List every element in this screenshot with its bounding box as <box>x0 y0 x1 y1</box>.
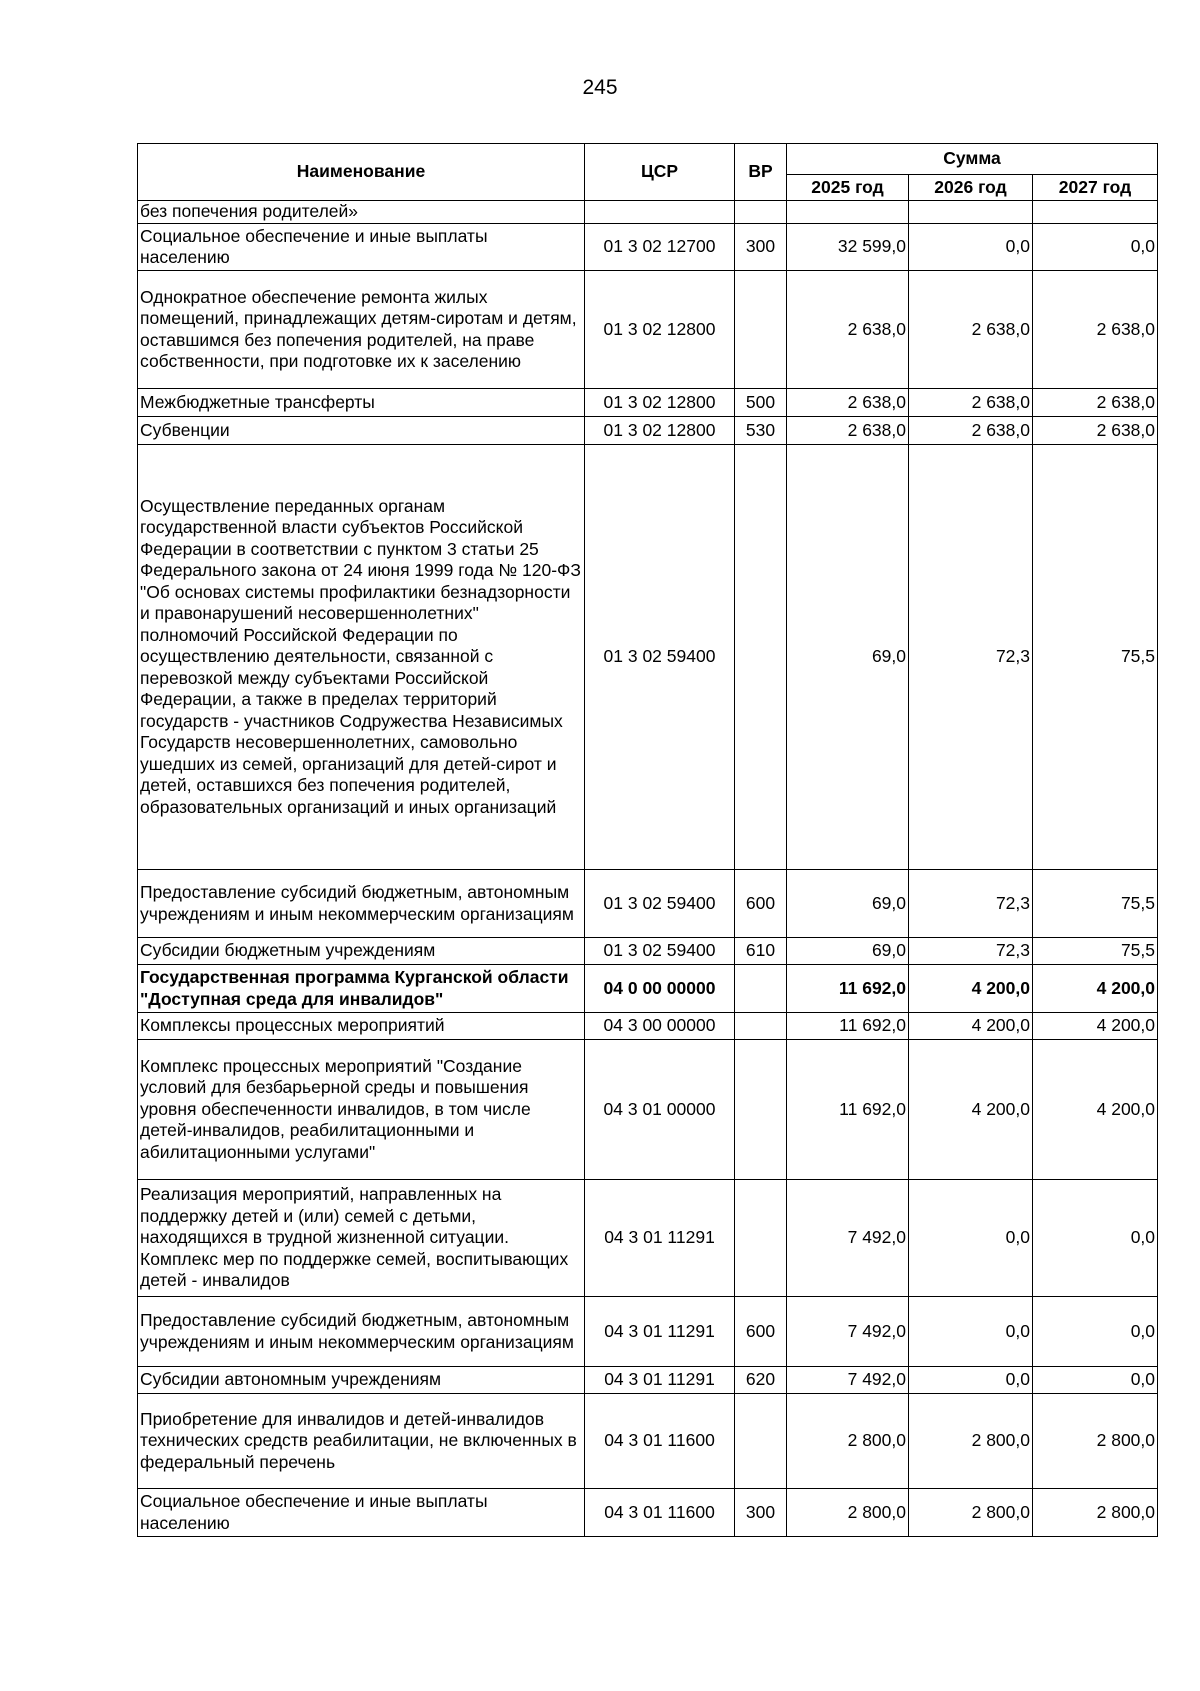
row-value-2025: 2 800,0 <box>787 1489 909 1537</box>
table-row <box>138 1394 1158 1489</box>
row-value-2025: 7 492,0 <box>787 1367 909 1394</box>
row-value-2026: 2 638,0 <box>909 417 1033 445</box>
row-name: Однократное обеспечение ремонта жилых помещений, принадлежащих детям-сиротам и детям, оставшимся без попечения родителей, на праве собственности, при подготовке их к заселению <box>138 271 585 389</box>
row-value-2027: 4 200,0 <box>1033 1040 1158 1180</box>
table-row <box>138 417 1158 445</box>
row-name: Реализация мероприятий, направленных на поддержку детей и (или) семей с детьми, находящихся в трудной жизненной ситуации. Комплекс мер по поддержке семей, воспитывающих детей - инвалидов <box>138 1180 585 1297</box>
table-row <box>138 271 1158 389</box>
row-csr: 04 3 01 11291 <box>585 1180 735 1297</box>
row-name: Межбюджетные трансферты <box>138 389 585 417</box>
row-vr: 300 <box>735 1489 787 1537</box>
row-value-2025: 2 800,0 <box>787 1394 909 1489</box>
table-row <box>138 201 1158 224</box>
row-vr: 300 <box>735 224 787 271</box>
row-value-2026: 2 638,0 <box>909 389 1033 417</box>
row-value-2027: 75,5 <box>1033 445 1158 870</box>
table-row <box>138 1297 1158 1367</box>
table-row <box>138 389 1158 417</box>
row-value-2027: 0,0 <box>1033 1367 1158 1394</box>
row-name: Государственная программа Курганской области "Доступная среда для инвалидов" <box>138 965 585 1013</box>
row-value-2025: 2 638,0 <box>787 271 909 389</box>
row-value-2025: 2 638,0 <box>787 417 909 445</box>
row-value-2026: 72,3 <box>909 445 1033 870</box>
row-value-2027: 2 638,0 <box>1033 271 1158 389</box>
row-vr <box>735 1180 787 1297</box>
row-csr: 01 3 02 12800 <box>585 417 735 445</box>
row-name: Предоставление субсидий бюджетным, автономным учреждениям и иным некоммерческим организациям <box>138 1297 585 1367</box>
header-year-2026: 2026 год <box>909 175 1033 201</box>
row-name: Осуществление переданных органам государственной власти субъектов Российской Федерации в соответствии с пунктом 3 статьи 25 Федерального закона от 24 июня 1999 года № 120-ФЗ "Об основах системы профилактики безнадзорности и правонарушений несовершеннолетних" полномочий Российской Федерации по осуществлению деятельности, связанной с перевозкой между субъектами Российской Федерации, а также в пределах территорий государств - участников Содружества Независимых Государств несовершеннолетних, самовольно ушедших из семей, организаций для детей-сирот и детей, оставшихся без попечения родителей, образовательных организаций и иных организаций <box>138 445 585 870</box>
row-value-2027: 2 800,0 <box>1033 1489 1158 1537</box>
table-row <box>138 1180 1158 1297</box>
row-value-2027 <box>1033 201 1158 224</box>
header-name: Наименование <box>138 144 585 201</box>
row-value-2026: 0,0 <box>909 224 1033 271</box>
row-value-2025 <box>787 201 909 224</box>
row-value-2027: 75,5 <box>1033 938 1158 965</box>
row-csr: 04 3 01 11291 <box>585 1367 735 1394</box>
page-number: 245 <box>582 76 618 99</box>
row-value-2027: 0,0 <box>1033 1297 1158 1367</box>
row-value-2026 <box>909 201 1033 224</box>
row-value-2026: 0,0 <box>909 1180 1033 1297</box>
header-year-2025: 2025 год <box>787 175 909 201</box>
row-csr: 04 0 00 00000 <box>585 965 735 1013</box>
header-vr: ВР <box>735 144 787 201</box>
row-vr <box>735 965 787 1013</box>
table-row <box>138 1040 1158 1180</box>
row-value-2027: 2 638,0 <box>1033 417 1158 445</box>
row-value-2026: 72,3 <box>909 870 1033 938</box>
row-name: Субсидии автономным учреждениям <box>138 1367 585 1394</box>
row-value-2027: 0,0 <box>1033 1180 1158 1297</box>
table-row <box>138 224 1158 271</box>
row-value-2027: 2 800,0 <box>1033 1394 1158 1489</box>
row-vr <box>735 1013 787 1040</box>
row-csr: 01 3 02 12700 <box>585 224 735 271</box>
row-value-2025: 2 638,0 <box>787 389 909 417</box>
table-row <box>138 870 1158 938</box>
row-value-2025: 7 492,0 <box>787 1180 909 1297</box>
row-value-2025: 69,0 <box>787 870 909 938</box>
row-vr <box>735 201 787 224</box>
row-value-2026: 72,3 <box>909 938 1033 965</box>
row-value-2026: 4 200,0 <box>909 1040 1033 1180</box>
row-value-2027: 2 638,0 <box>1033 389 1158 417</box>
row-value-2027: 4 200,0 <box>1033 1013 1158 1040</box>
row-name: Социальное обеспечение и иные выплаты населению <box>138 1489 585 1537</box>
budget-table <box>137 143 1158 1537</box>
row-name: без попечения родителей» <box>138 201 585 224</box>
row-csr: 04 3 01 11600 <box>585 1394 735 1489</box>
table-body <box>138 201 1158 1537</box>
row-value-2027: 0,0 <box>1033 224 1158 271</box>
row-value-2025: 11 692,0 <box>787 1013 909 1040</box>
row-name: Приобретение для инвалидов и детей-инвалидов технических средств реабилитации, не включенных в федеральный перечень <box>138 1394 585 1489</box>
row-value-2026: 2 800,0 <box>909 1489 1033 1537</box>
row-name: Субвенции <box>138 417 585 445</box>
row-value-2026: 0,0 <box>909 1367 1033 1394</box>
table-row <box>138 445 1158 870</box>
row-csr: 01 3 02 12800 <box>585 271 735 389</box>
row-csr: 04 3 00 00000 <box>585 1013 735 1040</box>
row-vr <box>735 271 787 389</box>
row-value-2026: 2 638,0 <box>909 271 1033 389</box>
row-csr <box>585 201 735 224</box>
header-row-top <box>138 144 1158 175</box>
row-value-2026: 0,0 <box>909 1297 1033 1367</box>
row-vr <box>735 445 787 870</box>
header-sum: Сумма <box>787 144 1158 175</box>
row-csr: 01 3 02 59400 <box>585 445 735 870</box>
row-value-2025: 7 492,0 <box>787 1297 909 1367</box>
row-value-2026: 4 200,0 <box>909 1013 1033 1040</box>
row-vr: 600 <box>735 870 787 938</box>
row-vr: 530 <box>735 417 787 445</box>
table-row <box>138 938 1158 965</box>
row-name: Комплексы процессных мероприятий <box>138 1013 585 1040</box>
table-row <box>138 1367 1158 1394</box>
table-row <box>138 965 1158 1013</box>
row-csr: 01 3 02 59400 <box>585 870 735 938</box>
table-row <box>138 1013 1158 1040</box>
row-name: Социальное обеспечение и иные выплаты населению <box>138 224 585 271</box>
row-name: Комплекс процессных мероприятий "Создание условий для безбарьерной среды и повышения уровня обеспеченности инвалидов, в том числе детей-инвалидов, реабилитационными и абилитационными услугами" <box>138 1040 585 1180</box>
row-csr: 01 3 02 59400 <box>585 938 735 965</box>
row-name: Предоставление субсидий бюджетным, автономным учреждениям и иным некоммерческим организациям <box>138 870 585 938</box>
row-vr: 600 <box>735 1297 787 1367</box>
row-value-2026: 2 800,0 <box>909 1394 1033 1489</box>
row-value-2025: 32 599,0 <box>787 224 909 271</box>
header-year-2027: 2027 год <box>1033 175 1158 201</box>
row-value-2027: 75,5 <box>1033 870 1158 938</box>
row-value-2027: 4 200,0 <box>1033 965 1158 1013</box>
row-value-2025: 69,0 <box>787 938 909 965</box>
table-row <box>138 1489 1158 1537</box>
header-csr: ЦСР <box>585 144 735 201</box>
row-csr: 04 3 01 00000 <box>585 1040 735 1180</box>
row-value-2025: 11 692,0 <box>787 1040 909 1180</box>
row-vr: 500 <box>735 389 787 417</box>
row-vr: 610 <box>735 938 787 965</box>
row-value-2025: 69,0 <box>787 445 909 870</box>
row-name: Субсидии бюджетным учреждениям <box>138 938 585 965</box>
row-value-2026: 4 200,0 <box>909 965 1033 1013</box>
row-csr: 04 3 01 11600 <box>585 1489 735 1537</box>
row-csr: 01 3 02 12800 <box>585 389 735 417</box>
row-csr: 04 3 01 11291 <box>585 1297 735 1367</box>
row-vr <box>735 1040 787 1180</box>
row-vr <box>735 1394 787 1489</box>
row-value-2025: 11 692,0 <box>787 965 909 1013</box>
row-vr: 620 <box>735 1367 787 1394</box>
